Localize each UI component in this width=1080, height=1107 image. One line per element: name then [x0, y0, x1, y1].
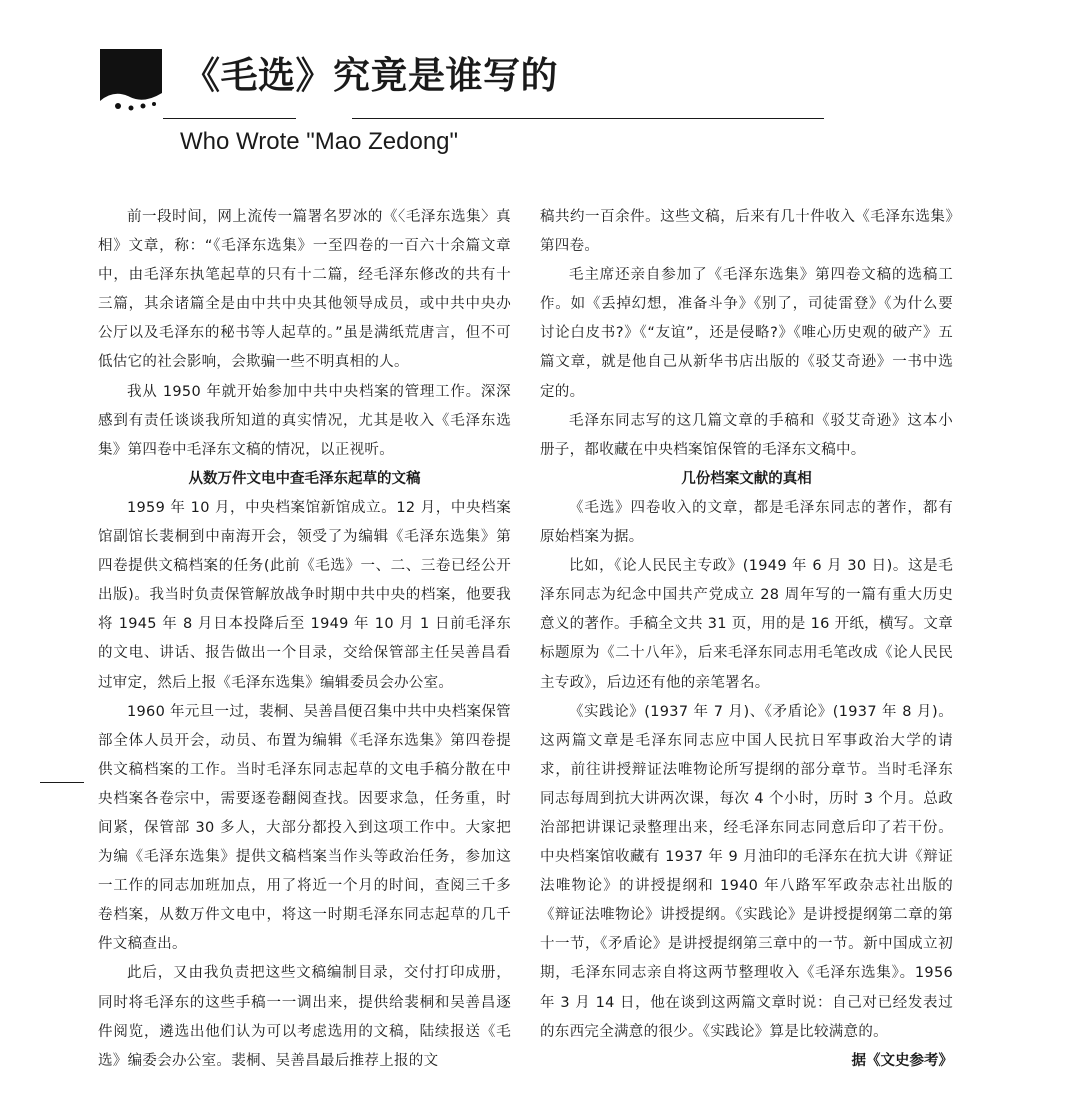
paragraph: 毛泽东同志写的这几篇文章的手稿和《驳艾奇逊》这本小册子，都收藏在中央档案馆保管的毛泽东文稿中。: [540, 412, 953, 458]
paragraph: 前一段时间，网上流传一篇署名罗冰的《〈毛泽东选集〉真相》文章，称：“《毛泽东选集》一至四卷的一百六十余篇文章中，由毛泽东执笔起草的只有十二篇，经毛泽东修改的共有十三篇，其余诸篇全是由中共中央其他领导成员，或中共中央办公厅以及毛泽东的秘书等人起草的。”虽是满纸荒唐言，但不可低估它的社会影响，会欺骗一些不明真相的人。: [98, 209, 511, 371]
paragraph: 此后，又由我负责把这些文稿编制目录，交付打印成册，同时将毛泽东的这些手稿一一调出来，提供给裴桐和吴善昌逐件阅览，遴选出他们认为可以考虑选用的文稿，陆续报送《毛选》编委会办公室。裴桐、吴善昌最后推荐上报的文: [98, 965, 511, 1069]
left-column: [98, 203, 511, 1076]
title-rule-right: [352, 118, 824, 119]
paragraph: 《毛选》四卷收入的文章，都是毛泽东同志的著作，都有原始档案为据。: [540, 499, 953, 546]
article-title: 《毛选》究竟是谁写的: [183, 54, 558, 97]
paragraph: 《实践论》(1937 年 7 月)、《矛盾论》(1937 年 8 月)。这两篇文章是毛泽东同志应中国人民抗日军事政治大学的请求，前往讲授辩证法唯物论所写提纲的部分章节。当时毛泽东同志每周到抗大讲两次课，每次 4 个小时，历时 3 个月。总政治部把讲课记录整理出来，经毛泽东同志同意后印了若干份。中央档案馆收藏有 1937 年 9 月油印的毛泽东在抗大讲《辩证法唯物论》的讲授提纲和 1940 年八路军军政杂志社出版的《辩证法唯物论》讲授提纲。《实践论》是讲授提纲第二章的第十一节，《矛盾论》是讲授提纲第三章中的一节。新中国成立初期，毛泽东同志亲自将这两节整理收入《毛泽东选集》。1956 年 3 月 14 日，他在谈到这两篇文章时说：自己对已经发表过的东西完全满意的很少。《实践论》算是比较满意的。: [540, 703, 953, 1040]
paragraph: 1960 年元旦一过，裴桐、吴善昌便召集中共中央档案保管部全体人员开会，动员、布置为编辑《毛泽东选集》第四卷提供文稿档案的工作。当时毛泽东同志起草的文电手稿分散在中央档案各卷宗中，需要逐卷翻阅查找。因要求急，任务重，时间紧，保管部 30 多人，大部分都投入到这项工作中。大家把为编《毛泽东选集》提供文稿档案当作头等政治任务，参加这一工作的同志加班加点，用了将近一个月的时间，查阅三千多卷档案，从数万件文电中，将这一时期毛泽东同志起草的几千件文稿查出。: [98, 703, 511, 953]
title-rule-left: [163, 118, 296, 119]
section-heading: 几份档案文献的真相: [681, 470, 812, 487]
section-heading: 从数万件文电中查毛泽东起草的文稿: [188, 470, 421, 487]
paragraph: 我从 1950 年就开始参加中共中央档案的管理工作。深深感到有责任谈谈我所知道的真实情况，尤其是收入《毛泽东选集》第四卷中毛泽东文稿的情况，以正视听。: [98, 383, 511, 458]
paragraph: 比如，《论人民民主专政》(1949 年 6 月 30 日)。这是毛泽东同志为纪念中国共产党成立 28 周年写的一篇有重大历史意义的著作。手稿全文共 31 页，用的是 16 开纸，横写。文章标题原为《二十八年》，后来毛泽东同志用毛笔改成《论人民民主专政》，后边还有他的亲笔署名。: [540, 558, 953, 691]
right-column: [540, 203, 953, 1076]
source-citation: 据《文史参考》: [851, 1052, 953, 1069]
margin-mark: [40, 782, 84, 783]
header-logo-graphic: [100, 49, 162, 117]
paragraph-continued: 稿共约一百余件。这些文稿，后来有几十件收入《毛泽东选集》第四卷。: [540, 209, 953, 255]
article-subtitle: Who Wrote "Mao Zedong": [180, 128, 459, 155]
paragraph: 毛主席还亲自参加了《毛泽东选集》第四卷文稿的选稿工作。如《丢掉幻想，准备斗争》《别了，司徒雷登》《为什么要讨论白皮书?》《“友谊”，还是侵略?》《唯心历史观的破产》五篇文章，就是他自己从新华书店出版的《驳艾奇逊》一书中选定的。: [540, 267, 953, 400]
paragraph: 1959 年 10 月，中央档案馆新馆成立。12 月，中央档案馆副馆长裴桐到中南海开会，领受了为编辑《毛泽东选集》第四卷提供文稿档案的任务(此前《毛选》一、二、三卷已经公开出版)。我当时负责保管解放战争时期中共中央的档案，他要我将 1945 年 8 月日本投降后至 1949 年 10 月 1 日前毛泽东的文电、讲话、报告做出一个目录，交给保管部主任吴善昌看过审定，然后上报《毛泽东选集》编辑委员会办公室。: [98, 499, 511, 691]
